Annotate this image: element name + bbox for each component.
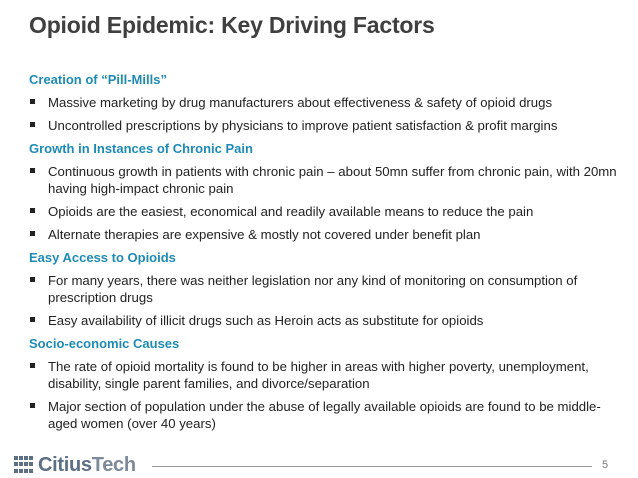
bullet-item	[29, 398, 619, 432]
logo-text-part2: Tech	[91, 453, 136, 476]
square-bullet-icon	[30, 231, 35, 236]
slide-title: Opioid Epidemic: Key Driving Factors	[29, 12, 435, 38]
section-heading-socio-economic: Socio-economic Causes	[29, 336, 180, 351]
section-heading-chronic-pain: Growth in Instances of Chronic Pain	[29, 141, 253, 156]
square-bullet-icon	[30, 208, 35, 213]
square-bullet-icon	[30, 363, 35, 368]
logo-text	[38, 454, 136, 477]
section-heading-easy-access: Easy Access to Opioids	[29, 250, 176, 265]
square-bullet-icon	[30, 403, 35, 408]
bullet-text: Uncontrolled prescriptions by physicians to improve patient satisfaction & profit margins	[48, 118, 558, 133]
bullet-text: Major section of population under the abuse of legally available opioids are found to be middle-aged women (over 40 years)	[48, 399, 601, 431]
bullet-item	[29, 358, 619, 392]
bullet-item	[29, 272, 619, 306]
bullet-text: Easy availability of illicit drugs such as Heroin acts as substitute for opioids	[48, 313, 484, 328]
square-bullet-icon	[30, 99, 35, 104]
bullet-text: Continuous growth in patients with chronic pain – about 50mn suffer from chronic pain, with 20mn having high-impact chronic pain	[48, 164, 617, 196]
bullet-text: The rate of opioid mortality is found to be higher in areas with higher poverty, unemployment, disability, single parent families, and divorce/separation	[48, 359, 589, 391]
bullet-text: Opioids are the easiest, economical and readily available means to reduce the pain	[48, 204, 534, 219]
bullet-text: For many years, there was neither legislation nor any kind of monitoring on consumption of prescription drugs	[48, 273, 578, 305]
page-number: 5	[602, 459, 609, 471]
square-bullet-icon	[30, 317, 35, 322]
section-heading-pill-mills: Creation of “Pill-Mills”	[29, 72, 167, 87]
bullet-item	[29, 163, 619, 197]
bullet-item	[29, 226, 619, 243]
footer-divider	[152, 466, 592, 467]
bullet-item	[29, 203, 619, 220]
slide-content	[29, 67, 619, 438]
bullet-item	[29, 94, 619, 111]
bullet-text: Alternate therapies are expensive & mostly not covered under benefit plan	[48, 227, 481, 242]
bullet-item	[29, 117, 619, 134]
square-bullet-icon	[30, 168, 35, 173]
square-bullet-icon	[30, 277, 35, 282]
citiustech-logo	[14, 454, 136, 476]
bullet-text: Massive marketing by drug manufacturers about effectiveness & safety of opioid drugs	[48, 95, 553, 110]
logo-text-part1: Citius	[38, 453, 92, 476]
square-bullet-icon	[30, 122, 35, 127]
bullet-item	[29, 312, 619, 329]
logo-grid-icon	[14, 456, 34, 474]
